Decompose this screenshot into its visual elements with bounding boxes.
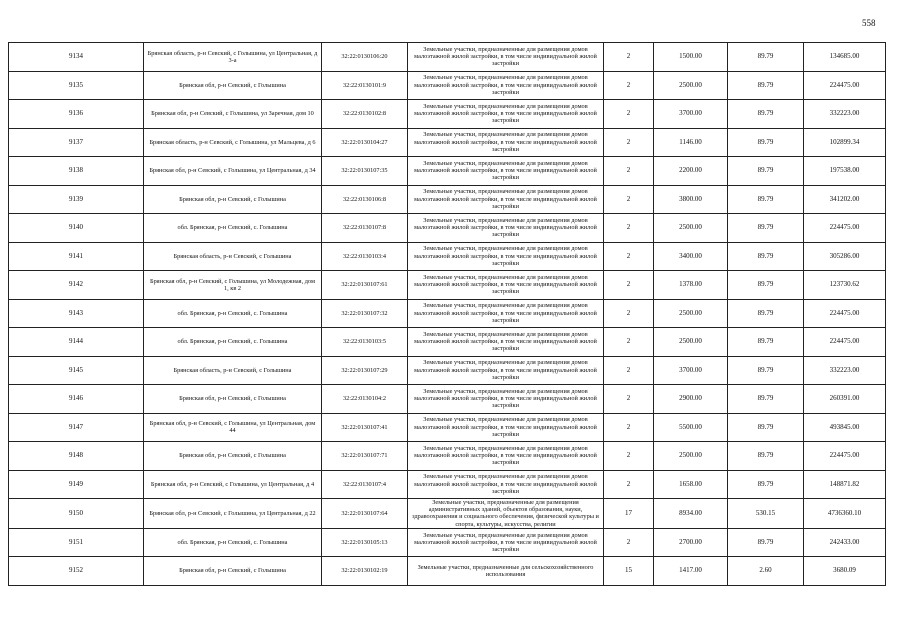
address-cell: Брянская область, р-н Севский, с Голышина [144, 356, 322, 385]
area-cell: 1146.00 [654, 128, 728, 157]
page-number: 558 [862, 18, 876, 28]
table-row [9, 385, 886, 414]
table-row [9, 71, 886, 100]
address-cell: Брянская обл, р-н Севский, с Голышина [144, 385, 322, 414]
cadastral-number-cell: 32:22:0130102:19 [322, 557, 408, 586]
usage-group-cell: 2 [604, 242, 654, 271]
row-number-cell: 9145 [9, 356, 144, 385]
row-number-cell: 9146 [9, 385, 144, 414]
cadastral-number-cell: 32:22:0130107:4 [322, 470, 408, 499]
register-table-body [9, 43, 886, 586]
specific-value-cell: 89.79 [728, 242, 804, 271]
specific-value-cell: 89.79 [728, 442, 804, 471]
land-usage-cell: Земельные участки, предназначенные для размещения домов малоэтажной жилой застройки, в том числе индивидуальной жилой застройки [408, 470, 604, 499]
land-usage-cell: Земельные участки, предназначенные для размещения домов малоэтажной жилой застройки, в том числе индивидуальной жилой застройки [408, 271, 604, 300]
land-usage-cell: Земельные участки, предназначенные для размещения домов малоэтажной жилой застройки, в том числе индивидуальной жилой застройки [408, 442, 604, 471]
table-row [9, 271, 886, 300]
land-usage-cell: Земельные участки, предназначенные для размещения домов малоэтажной жилой застройки, в том числе индивидуальной жилой застройки [408, 71, 604, 100]
cadastral-number-cell: 32:22:0130107:61 [322, 271, 408, 300]
usage-group-cell: 2 [604, 71, 654, 100]
specific-value-cell: 89.79 [728, 470, 804, 499]
table-row [9, 157, 886, 186]
area-cell: 8934.00 [654, 499, 728, 529]
specific-value-cell: 89.79 [728, 43, 804, 72]
area-cell: 3800.00 [654, 185, 728, 214]
row-number-cell: 9151 [9, 528, 144, 557]
land-usage-cell: Земельные участки, предназначенные для размещения домов малоэтажной жилой застройки, в том числе индивидуальной жилой застройки [408, 242, 604, 271]
cadastral-value-cell: 148871.82 [804, 470, 886, 499]
specific-value-cell: 89.79 [728, 157, 804, 186]
cadastral-value-cell: 332223.00 [804, 356, 886, 385]
table-row [9, 299, 886, 328]
area-cell: 1417.00 [654, 557, 728, 586]
area-cell: 2700.00 [654, 528, 728, 557]
address-cell: Брянская обл, р-н Севский, с Голышина, ул Молодежная, дом 1, кв 2 [144, 271, 322, 300]
land-usage-cell: Земельные участки, предназначенные для размещения домов малоэтажной жилой застройки, в том числе индивидуальной жилой застройки [408, 185, 604, 214]
table-row [9, 442, 886, 471]
cadastral-value-cell: 242433.00 [804, 528, 886, 557]
cadastral-value-cell: 224475.00 [804, 328, 886, 357]
address-cell: Брянская обл, р-н Севский, с Голышина, ул Центральная, д 4 [144, 470, 322, 499]
usage-group-cell: 2 [604, 157, 654, 186]
row-number-cell: 9139 [9, 185, 144, 214]
row-number-cell: 9152 [9, 557, 144, 586]
table-row [9, 356, 886, 385]
specific-value-cell: 2.60 [728, 557, 804, 586]
address-cell: Брянская область, р-н Севский, с Голышина, ул Центральная, д 3-а [144, 43, 322, 72]
land-usage-cell: Земельные участки, предназначенные для размещения домов малоэтажной жилой застройки, в том числе индивидуальной жилой застройки [408, 413, 604, 442]
area-cell: 1658.00 [654, 470, 728, 499]
cadastral-number-cell: 32:22:0130104:27 [322, 128, 408, 157]
table-row [9, 100, 886, 129]
table-row [9, 557, 886, 586]
address-cell: Брянская обл, р-н Севский, с Голышина [144, 442, 322, 471]
cadastral-value-cell: 493845.00 [804, 413, 886, 442]
cadastral-value-cell: 305286.00 [804, 242, 886, 271]
area-cell: 3700.00 [654, 100, 728, 129]
cadastral-value-cell: 123730.62 [804, 271, 886, 300]
specific-value-cell: 530.15 [728, 499, 804, 529]
table-row [9, 470, 886, 499]
cadastral-value-cell: 197538.00 [804, 157, 886, 186]
specific-value-cell: 89.79 [728, 385, 804, 414]
specific-value-cell: 89.79 [728, 413, 804, 442]
cadastral-value-cell: 102899.34 [804, 128, 886, 157]
cadastral-number-cell: 32:22:0130103:4 [322, 242, 408, 271]
cadastral-number-cell: 32:22:0130101:9 [322, 71, 408, 100]
cadastral-number-cell: 32:22:0130107:35 [322, 157, 408, 186]
cadastral-value-cell: 134685.00 [804, 43, 886, 72]
address-cell: Брянская обл, р-н Севский, с Голышина [144, 71, 322, 100]
usage-group-cell: 2 [604, 43, 654, 72]
cadastral-number-cell: 32:22:0130103:5 [322, 328, 408, 357]
table-row [9, 128, 886, 157]
row-number-cell: 9136 [9, 100, 144, 129]
usage-group-cell: 2 [604, 356, 654, 385]
row-number-cell: 9143 [9, 299, 144, 328]
row-number-cell: 9149 [9, 470, 144, 499]
land-usage-cell: Земельные участки, предназначенные для размещения административных зданий, объектов образования, науки, здравоохранения и социального обеспечения, физической культуры и спорта, культуры, искусства, религии [408, 499, 604, 529]
area-cell: 2500.00 [654, 214, 728, 243]
cadastral-number-cell: 32:22:0130107:71 [322, 442, 408, 471]
address-cell: обл. Брянская, р-н Севский, с. Голышина [144, 328, 322, 357]
usage-group-cell: 17 [604, 499, 654, 529]
address-cell: Брянская обл, р-н Севский, с Голышина, ул Центральная, д 34 [144, 157, 322, 186]
area-cell: 2200.00 [654, 157, 728, 186]
row-number-cell: 9140 [9, 214, 144, 243]
row-number-cell: 9141 [9, 242, 144, 271]
usage-group-cell: 2 [604, 185, 654, 214]
usage-group-cell: 2 [604, 214, 654, 243]
table-row [9, 413, 886, 442]
cadastral-number-cell: 32:22:0130105:13 [322, 528, 408, 557]
land-usage-cell: Земельные участки, предназначенные для сельскохозяйственного использования [408, 557, 604, 586]
land-usage-cell: Земельные участки, предназначенные для размещения домов малоэтажной жилой застройки, в том числе индивидуальной жилой застройки [408, 100, 604, 129]
cadastral-number-cell: 32:22:0130107:8 [322, 214, 408, 243]
specific-value-cell: 89.79 [728, 128, 804, 157]
specific-value-cell: 89.79 [728, 71, 804, 100]
table-row [9, 499, 886, 529]
address-cell: Брянская обл, р-н Севский, с Голышина [144, 557, 322, 586]
cadastral-value-cell: 332223.00 [804, 100, 886, 129]
table-row [9, 214, 886, 243]
usage-group-cell: 2 [604, 328, 654, 357]
area-cell: 2900.00 [654, 385, 728, 414]
area-cell: 2500.00 [654, 71, 728, 100]
address-cell: Брянская обл, р-н Севский, с Голышина, ул Центральная, д 22 [144, 499, 322, 529]
usage-group-cell: 2 [604, 528, 654, 557]
row-number-cell: 9134 [9, 43, 144, 72]
cadastral-value-cell: 224475.00 [804, 299, 886, 328]
address-cell: Брянская обл, р-н Севский, с Голышина, ул Заречная, дом 10 [144, 100, 322, 129]
row-number-cell: 9150 [9, 499, 144, 529]
land-usage-cell: Земельные участки, предназначенные для размещения домов малоэтажной жилой застройки, в том числе индивидуальной жилой застройки [408, 128, 604, 157]
usage-group-cell: 2 [604, 413, 654, 442]
usage-group-cell: 2 [604, 385, 654, 414]
row-number-cell: 9135 [9, 71, 144, 100]
land-usage-cell: Земельные участки, предназначенные для размещения домов малоэтажной жилой застройки, в том числе индивидуальной жилой застройки [408, 356, 604, 385]
land-usage-cell: Земельные участки, предназначенные для размещения домов малоэтажной жилой застройки, в том числе индивидуальной жилой застройки [408, 328, 604, 357]
area-cell: 3700.00 [654, 356, 728, 385]
cadastral-value-cell: 224475.00 [804, 71, 886, 100]
cadastral-number-cell: 32:22:0130107:41 [322, 413, 408, 442]
table-row [9, 242, 886, 271]
usage-group-cell: 2 [604, 299, 654, 328]
usage-group-cell: 2 [604, 128, 654, 157]
specific-value-cell: 89.79 [728, 299, 804, 328]
land-usage-cell: Земельные участки, предназначенные для размещения домов малоэтажной жилой застройки, в том числе индивидуальной жилой застройки [408, 385, 604, 414]
cadastral-value-cell: 341202.00 [804, 185, 886, 214]
cadastral-number-cell: 32:22:0130107:64 [322, 499, 408, 529]
address-cell: Брянская обл, р-н Севский, с Голышина [144, 185, 322, 214]
row-number-cell: 9148 [9, 442, 144, 471]
usage-group-cell: 2 [604, 100, 654, 129]
cadastral-value-cell: 260391.00 [804, 385, 886, 414]
area-cell: 5500.00 [654, 413, 728, 442]
row-number-cell: 9147 [9, 413, 144, 442]
specific-value-cell: 89.79 [728, 185, 804, 214]
cadastral-number-cell: 32:22:0130104:2 [322, 385, 408, 414]
table-row [9, 328, 886, 357]
specific-value-cell: 89.79 [728, 271, 804, 300]
area-cell: 2500.00 [654, 442, 728, 471]
area-cell: 1500.00 [654, 43, 728, 72]
cadastral-value-cell: 4736360.10 [804, 499, 886, 529]
land-usage-cell: Земельные участки, предназначенные для размещения домов малоэтажной жилой застройки, в том числе индивидуальной жилой застройки [408, 43, 604, 72]
usage-group-cell: 2 [604, 442, 654, 471]
area-cell: 2500.00 [654, 299, 728, 328]
row-number-cell: 9144 [9, 328, 144, 357]
address-cell: Брянская область, р-н Севский, с Голышина [144, 242, 322, 271]
address-cell: обл. Брянская, р-н Севский, с. Голышина [144, 214, 322, 243]
area-cell: 3400.00 [654, 242, 728, 271]
cadastral-number-cell: 32:22:0130102:8 [322, 100, 408, 129]
row-number-cell: 9138 [9, 157, 144, 186]
cadastral-number-cell: 32:22:0130107:29 [322, 356, 408, 385]
specific-value-cell: 89.79 [728, 356, 804, 385]
specific-value-cell: 89.79 [728, 528, 804, 557]
table-row [9, 528, 886, 557]
row-number-cell: 9137 [9, 128, 144, 157]
address-cell: Брянская область, р-н Севский, с Голышина, ул Мальцева, д 6 [144, 128, 322, 157]
cadastral-value-cell: 224475.00 [804, 442, 886, 471]
address-cell: обл. Брянская, р-н Севский, с. Голышина [144, 299, 322, 328]
area-cell: 2500.00 [654, 328, 728, 357]
cadastral-number-cell: 32:22:0130106:20 [322, 43, 408, 72]
specific-value-cell: 89.79 [728, 100, 804, 129]
land-usage-cell: Земельные участки, предназначенные для размещения домов малоэтажной жилой застройки, в том числе индивидуальной жилой застройки [408, 528, 604, 557]
land-plot-register-table [8, 42, 886, 586]
land-usage-cell: Земельные участки, предназначенные для размещения домов малоэтажной жилой застройки, в том числе индивидуальной жилой застройки [408, 299, 604, 328]
row-number-cell: 9142 [9, 271, 144, 300]
usage-group-cell: 2 [604, 470, 654, 499]
specific-value-cell: 89.79 [728, 328, 804, 357]
cadastral-number-cell: 32:22:0130107:32 [322, 299, 408, 328]
area-cell: 1378.00 [654, 271, 728, 300]
cadastral-number-cell: 32:22:0130106:8 [322, 185, 408, 214]
land-usage-cell: Земельные участки, предназначенные для размещения домов малоэтажной жилой застройки, в том числе индивидуальной жилой застройки [408, 214, 604, 243]
table-row [9, 43, 886, 72]
cadastral-value-cell: 224475.00 [804, 214, 886, 243]
land-usage-cell: Земельные участки, предназначенные для размещения домов малоэтажной жилой застройки, в том числе индивидуальной жилой застройки [408, 157, 604, 186]
specific-value-cell: 89.79 [728, 214, 804, 243]
table-row [9, 185, 886, 214]
usage-group-cell: 2 [604, 271, 654, 300]
address-cell: обл. Брянская, р-н Севский, с. Голышина [144, 528, 322, 557]
address-cell: Брянская обл, р-н Севский, с Голышина, ул Центральная, дом 44 [144, 413, 322, 442]
usage-group-cell: 15 [604, 557, 654, 586]
cadastral-value-cell: 3680.09 [804, 557, 886, 586]
